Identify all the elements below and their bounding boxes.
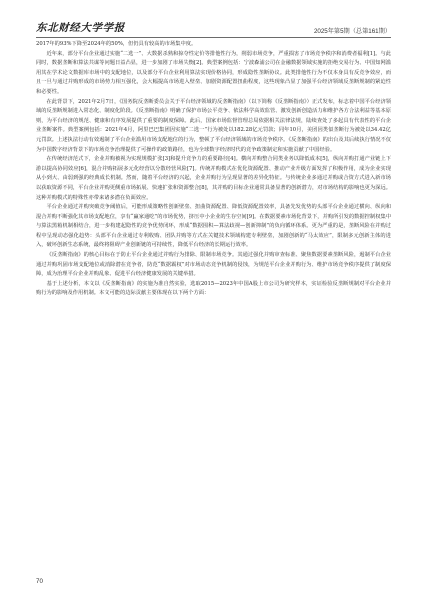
paragraph-guideline-goal: 《反垄断指南》的核心目标在于防止平台企业通过并购行为排除、限制市场竞争。其通过强化并购审查标准、聚焦数据要素垄断风险，遏制平台企业通过并购巩固市场支配地位或消除潜在竞争者，防范“数据霸权”对市场动态竞争机制的侵蚀，为规范平台企业并购行为、维护市场竞争秩序提供了制度保障，成为治理平台企业并购乱象、促进平台经济健康发展的关键举措。	[36, 252, 391, 278]
paragraph-continued: 2017年的93%下降至2024年的50%，但仍具有较高的市场集中度。	[36, 41, 197, 47]
running-header	[36, 17, 391, 38]
paragraph-platform-risks: 平台企业通过并购突破竞争阈值后，可能形成策略性创新壁垒、扭曲资源配置、降低资源配置效率，具备先发优势的头部平台企业通过横向、纵向和混合并购不断强化其市场支配地位，享有“赢家通吃”的市场优势，挤压中小企业的生存空间[9]。在数据要素市场化背景下，并购所引发的数据控制权集中与算法黑箱机制相结合，进一步构建起隐性的竞争优势闭环，形成“数据囤积—算法歧视—创新抑制”的负向循环体系。更为严重的是，垄断风险在并购过程中呈现动态强化趋势：头部平台企业通过专利收购、团队并购等方式在关键技术领域构建专利壁垒，加剧创新的“马太效应”，限制多元创新主体的进入，破坏创新生态系统，最终将阻碍产业创新链的可持续性，降低平台经济的长期运行效率。	[36, 204, 391, 249]
paragraph-study-design: 基于上述分析，本文以《反垄断指南》的实施为准自然实验，选取2015—2023年中国A股上市公司为研究样本，实证检验反垄断规制对平台企业并购行为的影响及作用机制。本文可能的边际贡献主要体现在以下两个方面：	[36, 280, 391, 297]
paragraph-guideline: 在此背景下，2021年2月7日，《国务院反垄断委员会关于平台经济领域的反垄断指南》（以下简称《反垄断指南》）正式发布，标志着中国平台经济领域的反垄断规制进入常态化、制度化阶段。《反垄断指南》明确了保护市场公平竞争、依法科学高效监管、激发创新创造活力和维护各方合法利益等基本原则，为平台经济的规范、健康和有序发展提供了重要的制度保障。此后，国家市场监督管理总局依据相关法律法规，陆续查处了多起具有代表性的平台企业垄断案件。典型案例包括：2021年4月，阿里巴巴集团因实施“二选一”行为被处以182.28亿元罚款；同年10月，美团因类似垄断行为被处以34.42亿元罚款。上述执法行动有效遏制了平台企业滥用市场支配地位的行为，整顿了平台经济领域的市场竞争秩序。《反垄断指南》的出台及其后续执行情况不仅为中国数字经济背景下的市场竞争治理提供了可操作的政策路径，也为全球数字经济时代的竞争政策制定和实施贡献了中国经验。	[36, 98, 391, 153]
body-text	[36, 40, 391, 299]
issue-info: 2025年第5期（总第161期）	[313, 28, 391, 35]
journal-title: 东北财经大学学报	[36, 22, 125, 34]
paragraph-traditional-mergers: 在传统经济范式下，企业并购被视为实现规模扩张[3]和提升竞争力的重要路径[4]。横向并购整合同类业务以降低成本[5]，纵向并购打通产业链上下游以提高协同效应[6]，混合并购拓展多元化经营以分散经营风险[7]。传统并购模式在优化资源配置、推动产业升级方面发挥了积极作用，成为企业实现从小到大、由弱到强的经典成长机制。然而，随着平台经济的兴起，企业并购行为呈现显著的差异化特征。与传统企业多通过并购或合资方式进入新市场以获取资源不同，平台企业并购更侧重市场拓展、快速扩张和资源整合[8]，其并购的目标企业通常具备显著的创新潜力，对市场结构的影响也更为深远。这种并购模式的特殊性亦带来诸多潜在负面效应。	[36, 156, 391, 201]
paragraph-background: 近年来，部分平台企业通过实施“二选一”、大数据杀熟和掠夺性定价等排他性行为，削弱市场竞争，严重损害了市场竞争秩序和消费者福利[1]。与此同时，数据垄断和算法共谋等问题日益凸显，进一步加剧了市场失衡[2]。典型案例包括：宁波森浦公司在金融数据领域实施的拒绝交易行为、中国知网滥用其在学术论文数据库市场中的支配地位，以及部分平台企业利用算法实现价格协同，形成隐性垄断协议。此类排他性行为不仅本身具有反竞争效应，而且一旦与通过并购形成的市场势力相互强化，会大幅提高市场进入壁垒、加剧资源配置扭曲程度，这些现象凸显了加强平台经济领域反垄断规制的紧迫性和必要性。	[36, 50, 391, 95]
page-number: 70	[36, 578, 43, 585]
